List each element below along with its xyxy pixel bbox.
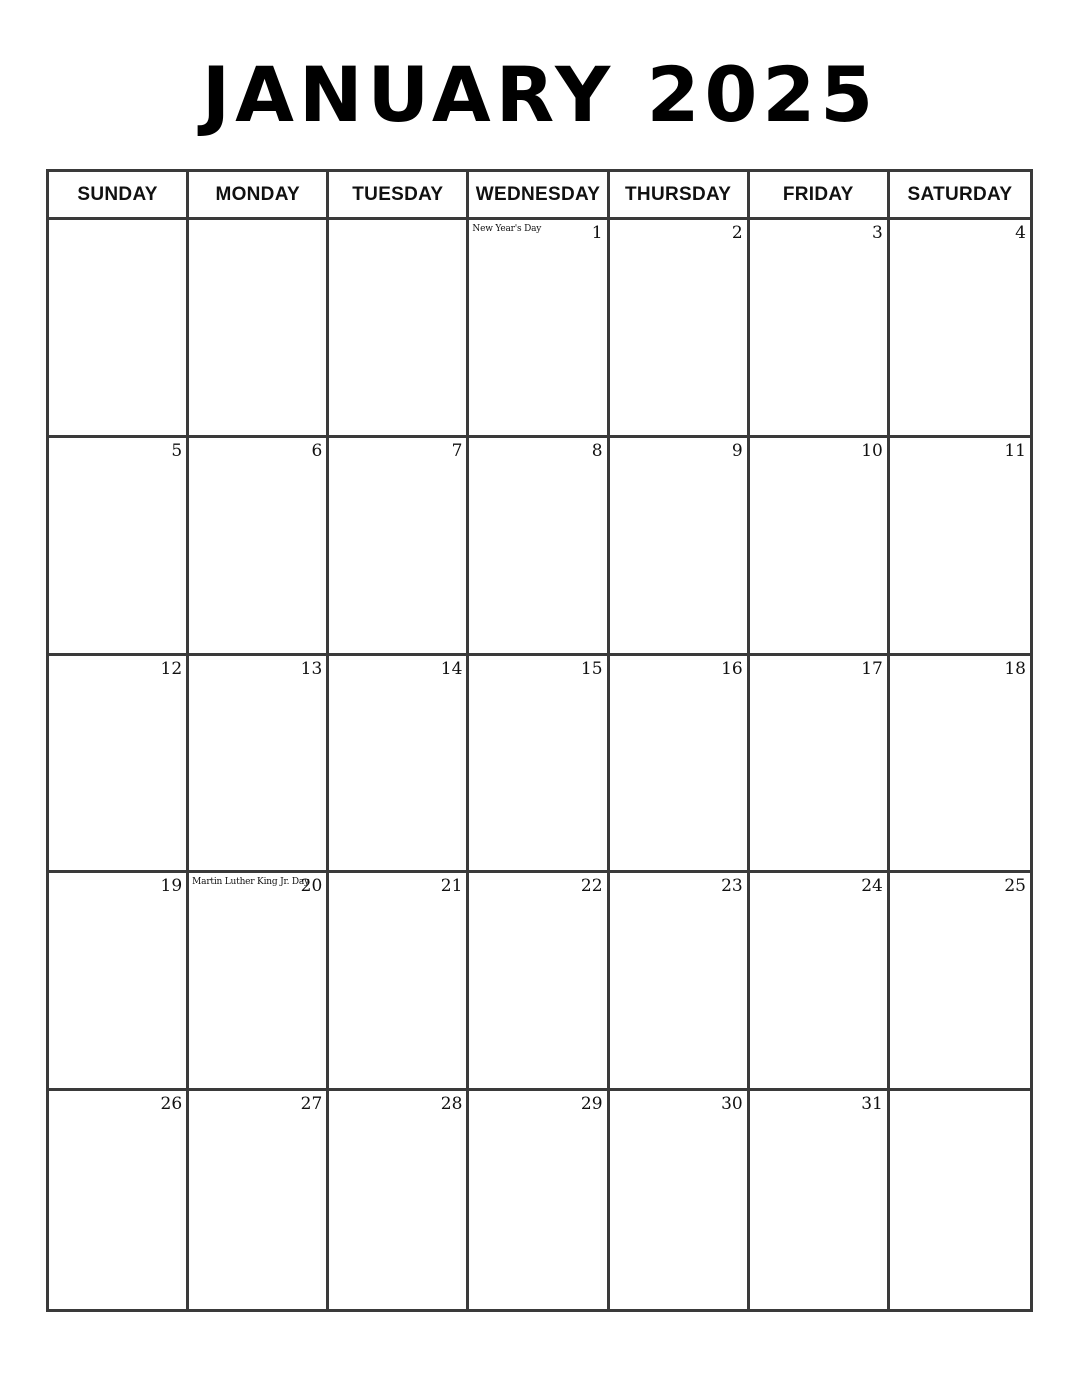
weekday-header-wednesday: WEDNESDAY [469, 172, 609, 220]
day-number: 3 [872, 223, 883, 243]
day-cell[interactable] [750, 220, 890, 438]
day-cell[interactable] [189, 873, 329, 1091]
day-cell[interactable] [469, 656, 609, 874]
day-number: 24 [861, 876, 883, 897]
day-cell[interactable] [469, 873, 609, 1091]
day-number: 19 [160, 876, 183, 897]
weekday-header-monday: MONDAY [189, 172, 329, 220]
day-number: 30 [721, 1094, 743, 1115]
day-cell[interactable] [329, 1091, 469, 1309]
day-cell[interactable] [890, 1091, 1030, 1309]
day-number: 10 [861, 440, 883, 461]
calendar-title: JANUARY 2025 [201, 50, 879, 139]
day-number: 16 [721, 658, 743, 679]
weekday-header-tuesday: TUESDAY [329, 172, 469, 220]
weekday-header-thursday: THURSDAY [610, 172, 750, 220]
day-cell[interactable] [610, 220, 750, 438]
day-cell[interactable] [610, 1091, 750, 1309]
day-number: 8 [591, 440, 603, 461]
day-number: 7 [451, 440, 463, 461]
day-cell[interactable] [890, 656, 1030, 874]
day-number: 9 [731, 440, 743, 461]
day-number: 20 [300, 876, 323, 897]
day-cell[interactable] [329, 656, 469, 874]
day-cell[interactable] [610, 438, 750, 656]
day-number: 4 [1015, 223, 1026, 243]
weekday-header-saturday: SATURDAY [890, 172, 1030, 220]
day-cell[interactable] [329, 438, 469, 656]
day-cell[interactable] [750, 656, 890, 874]
day-number: 23 [721, 876, 743, 897]
day-number: 26 [160, 1094, 183, 1115]
day-number: 22 [580, 876, 603, 897]
weekday-header-sunday: SUNDAY [49, 172, 189, 220]
day-cell[interactable] [750, 1091, 890, 1309]
day-number: 11 [1004, 440, 1026, 461]
day-number: 12 [160, 658, 183, 679]
day-number: 13 [300, 658, 323, 679]
day-number: 6 [311, 440, 323, 461]
day-cell[interactable] [750, 438, 890, 656]
day-cell[interactable] [189, 1091, 329, 1309]
day-cell[interactable] [49, 438, 189, 656]
day-number: 29 [580, 1094, 603, 1115]
day-number: 18 [1004, 658, 1026, 679]
day-number: 31 [861, 1094, 883, 1115]
day-number: 14 [440, 658, 463, 679]
day-number: 27 [300, 1094, 323, 1115]
day-number: 15 [580, 658, 603, 679]
day-cell[interactable] [49, 220, 189, 438]
day-cell[interactable] [890, 873, 1030, 1091]
holiday-label: New Year's Day [472, 224, 542, 234]
day-cell[interactable] [610, 873, 750, 1091]
weekday-header-friday: FRIDAY [750, 172, 890, 220]
day-number: 1 [591, 223, 603, 243]
calendar-grid [46, 169, 1033, 1312]
day-cell[interactable] [189, 438, 329, 656]
day-cell[interactable] [890, 438, 1030, 656]
day-cell[interactable] [890, 220, 1030, 438]
day-cell[interactable] [610, 656, 750, 874]
day-cell[interactable] [469, 1091, 609, 1309]
day-number: 5 [171, 440, 183, 461]
day-cell[interactable] [49, 1091, 189, 1309]
day-number: 2 [731, 223, 743, 243]
day-cell[interactable] [49, 656, 189, 874]
day-cell[interactable] [469, 438, 609, 656]
day-cell[interactable] [329, 873, 469, 1091]
day-cell[interactable] [49, 873, 189, 1091]
day-number: 28 [440, 1094, 463, 1115]
day-cell[interactable] [189, 656, 329, 874]
day-cell[interactable] [189, 220, 329, 438]
day-number: 17 [861, 658, 883, 679]
day-cell[interactable] [469, 220, 609, 438]
day-number: 25 [1004, 876, 1026, 897]
day-cell[interactable] [750, 873, 890, 1091]
holiday-label: Martin Luther King Jr. Day [192, 877, 309, 888]
day-number: 21 [440, 876, 463, 897]
day-cell[interactable] [329, 220, 469, 438]
